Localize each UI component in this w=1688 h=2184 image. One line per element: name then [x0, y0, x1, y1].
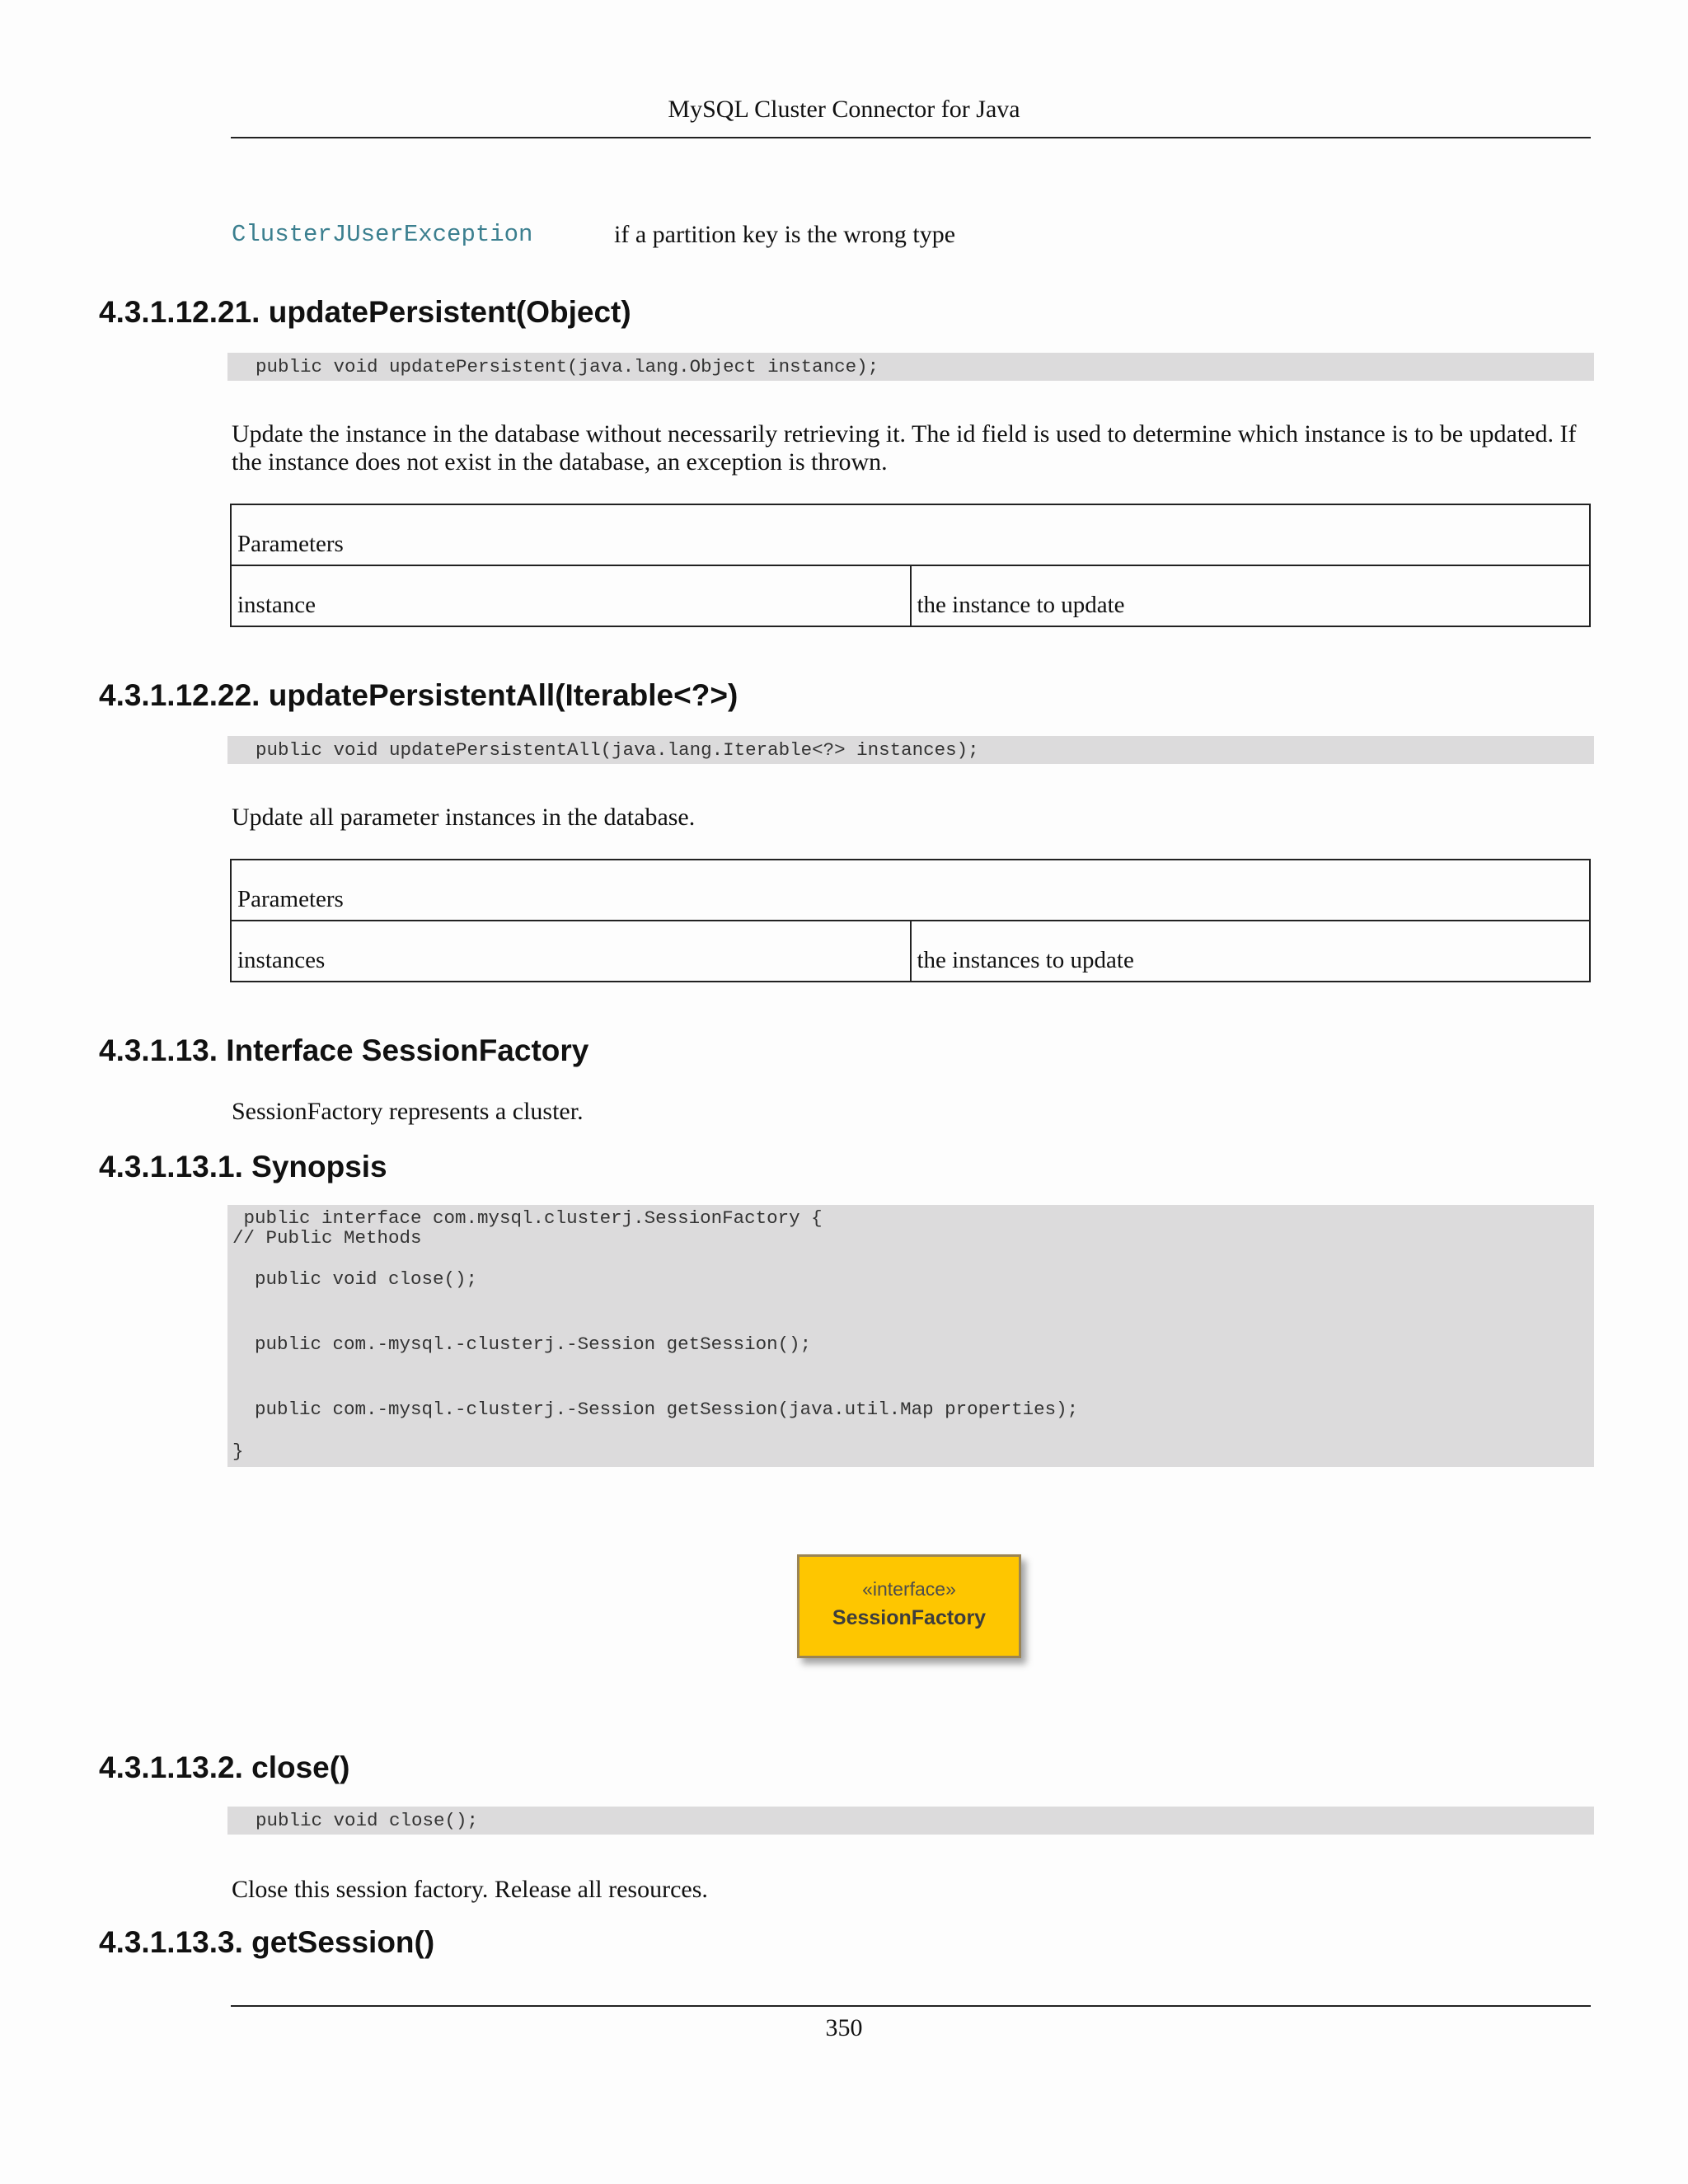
params-table-update-persistent — [230, 504, 1591, 627]
table-row — [231, 504, 1590, 565]
params-table-update-persistent-all — [230, 859, 1591, 982]
table-row — [231, 860, 1590, 921]
header-rule — [231, 137, 1591, 138]
footer-rule — [231, 2005, 1591, 2007]
code-line: public void close(); — [232, 1268, 478, 1290]
page-header-title: MySQL Cluster Connector for Java — [668, 96, 1020, 123]
exception-name: ClusterJUserException — [232, 221, 533, 248]
code-update-persistent: public void updatePersistent(java.lang.Object instance); — [227, 353, 1594, 381]
desc-session-factory: SessionFactory represents a cluster. — [232, 1098, 584, 1125]
exception-description: if a partition key is the wrong type — [614, 221, 956, 248]
heading-get-session: 4.3.1.13.3. getSession() — [99, 1925, 435, 1959]
param-description: the instances to update — [911, 921, 1591, 982]
code-line: } — [232, 1441, 244, 1462]
heading-interface-session-factory: 4.3.1.13. Interface SessionFactory — [99, 1033, 589, 1067]
code-line: public com.-mysql.-clusterj.-Session getSession(); — [232, 1333, 812, 1355]
uml-class-name: SessionFactory — [832, 1606, 987, 1629]
table-row — [231, 565, 1590, 626]
desc-update-persistent-all: Update all parameter instances in the database. — [232, 804, 696, 831]
desc-update-persistent: Update the instance in the database without necessarily retrieving it. The id field is used to determine which instance is to be updated. If the instance does not exist in the database, an exception is thrown. — [232, 420, 1577, 476]
param-name: instance — [231, 565, 911, 626]
params-label: Parameters — [231, 860, 1590, 921]
code-update-persistent-all: public void updatePersistentAll(java.lang.Iterable<?> instances); — [227, 736, 1594, 764]
params-label: Parameters — [231, 504, 1590, 565]
heading-close: 4.3.1.13.2. close() — [99, 1750, 350, 1784]
code-line: public com.-mysql.-clusterj.-Session getSession(java.util.Map properties); — [232, 1399, 1079, 1420]
uml-stereotype: «interface» — [862, 1578, 956, 1600]
code-close: public void close(); — [227, 1807, 1594, 1835]
heading-update-persistent: 4.3.1.12.21. updatePersistent(Object) — [99, 295, 631, 329]
uml-interface-diagram — [797, 1554, 1021, 1658]
code-synopsis — [227, 1205, 1594, 1467]
page-number: 350 — [825, 2014, 863, 2041]
heading-update-persistent-all: 4.3.1.12.22. updatePersistentAll(Iterable<?>) — [99, 678, 738, 712]
code-line: // Public Methods — [232, 1227, 422, 1249]
param-name: instances — [231, 921, 911, 982]
table-row — [231, 921, 1590, 982]
code-line: public interface com.mysql.clusterj.SessionFactory { — [232, 1207, 823, 1229]
desc-close: Close this session factory. Release all resources. — [232, 1876, 708, 1903]
heading-synopsis: 4.3.1.13.1. Synopsis — [99, 1150, 387, 1183]
param-description: the instance to update — [911, 565, 1591, 626]
